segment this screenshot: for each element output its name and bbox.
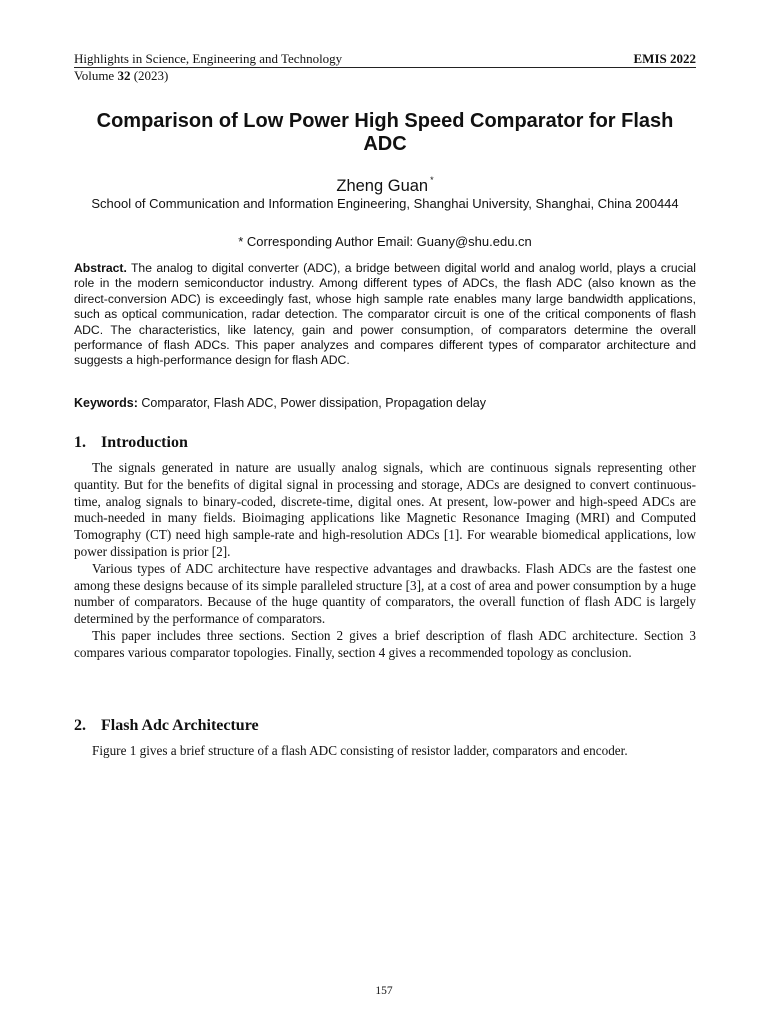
keywords-text: Comparator, Flash ADC, Power dissipation, Propagation delay — [137, 396, 487, 410]
paragraph: The signals generated in nature are usually analog signals, which are continuous signals representing other quantity. But for the benefits of digital signal in processing and storage, ADCs are designed to convert continuous-time, analog signals to binary-coded, discrete-time, digital ones. At present, low-power and high-speed ADCs are much-needed in many fields. Bioimaging applications like Magnetic Resonance Imaging (MRI) and Computed Tomography (CT) need high sample-rate and high-resolution ADCs [1]. For wearable biomedical applications, low power dissipation is prior [2]. — [74, 460, 696, 559]
section-title: Introduction — [101, 434, 188, 451]
author-name: Zheng Guan — [336, 177, 429, 195]
keywords-label: Keywords: — [74, 396, 138, 410]
keywords — [74, 395, 696, 411]
volume-line — [74, 68, 696, 84]
corresponding-email: * Corresponding Author Email: Guany@shu.edu.cn — [238, 234, 532, 249]
architecture-body — [74, 743, 696, 760]
affiliation: School of Communication and Information Engineering, Shanghai University, Shanghai, China 200444 — [91, 196, 679, 211]
running-header — [74, 51, 696, 84]
author-mark: * — [430, 175, 434, 185]
introduction-body — [74, 460, 696, 662]
abstract — [74, 261, 696, 369]
section-title: Flash Adc Architecture — [101, 717, 259, 734]
paragraph: Figure 1 gives a brief structure of a flash ADC consisting of resistor ladder, comparators and encoder. — [92, 743, 628, 758]
section-number: 1. — [74, 434, 86, 451]
volume-number: 32 — [117, 68, 131, 83]
paper-title: Comparison of Low Power High Speed Comparator for Flash ADC — [96, 110, 674, 155]
paragraph: Various types of ADC architecture have respective advantages and drawbacks. Flash ADCs are the fastest one among these designs because of its simple paralleled structure [3], at a cost of area and power consumption by a huge number of comparators. Because of the huge quantity of comparators, the overall function of flash ADC is largely determined by the performance of comparators. — [74, 560, 696, 627]
section-number: 2. — [74, 717, 86, 734]
conference-name: EMIS 2022 — [633, 51, 696, 66]
paragraph: This paper includes three sections. Section 2 gives a brief description of flash ADC architecture. Section 3 compares various comparator topologies. Finally, section 4 gives a recommended topology as conclusion. — [74, 627, 696, 660]
volume-prefix: Volume — [74, 68, 118, 83]
page-number: 157 — [375, 985, 393, 997]
section-heading-introduction — [74, 433, 696, 453]
section-heading-architecture — [74, 716, 696, 736]
journal-name: Highlights in Science, Engineering and Technology — [74, 51, 343, 66]
abstract-text: The analog to digital converter (ADC), a bridge between digital world and analog world, plays a crucial role in the modern semiconductor industry. Among different types of ADCs, the flash ADC (also known as the direct-conversion ADC) is exceedingly fast, whose high sample rate enables many large bandwidth applications, such as optical communication, radar detection. The comparator circuit is one of the critical components of flash ADC. The characteristics, like latency, gain and power consumption, of comparators determine the overall performance of flash ADCs. This paper analyzes and compares different types of comparator architecture and suggests a high-performance design for flash ADC. — [74, 261, 696, 368]
abstract-label: Abstract. — [74, 261, 127, 275]
author-line — [74, 170, 696, 196]
volume-year: (2023) — [130, 68, 169, 83]
